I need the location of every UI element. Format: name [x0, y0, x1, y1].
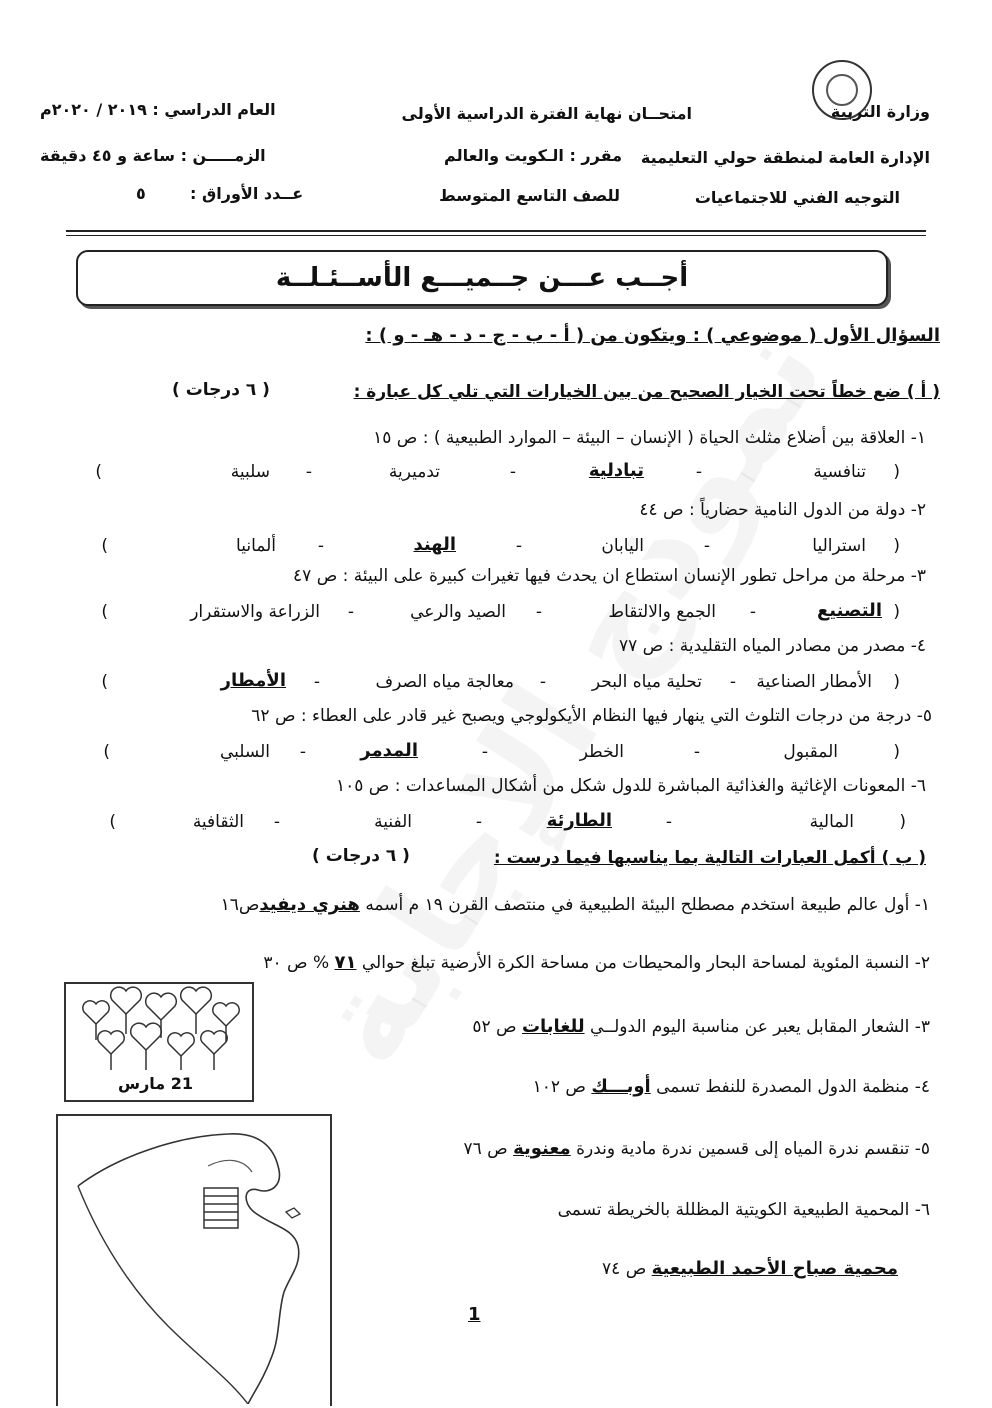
part-a-item-6-stem: ٦- المعونات الإغاثية والغذائية المباشرة للدول شكل من أشكال المساعدات : ص ١٠٥ [335, 776, 926, 796]
choice: السلبي [220, 742, 270, 762]
exam-time: الزمـــــن : ساعة و ٤٥ دقيقة [40, 146, 266, 165]
course: مقرر : الـكويت والعالم [444, 146, 622, 165]
choice-separator: - [317, 536, 324, 556]
part-b-item-1-answer: هنري ديفيد [259, 894, 360, 915]
choice-open-paren: ( [893, 536, 900, 556]
choice-close-paren: ) [101, 536, 108, 556]
correct-choice: الأمطار [220, 670, 286, 691]
choice-close-paren: ) [103, 742, 110, 762]
academic-year: العام الدراسي : ٢٠١٩ / ٢٠٢٠م [40, 100, 276, 119]
choice: معالجة مياه الصرف [375, 672, 514, 692]
choice: المقبول [783, 742, 838, 762]
part-b-item-5-answer: معنوية [513, 1138, 571, 1159]
page-number: 1 [468, 1304, 481, 1325]
choice: الأمطار الصناعية [756, 672, 872, 692]
choice: تحلية مياه البحر [591, 672, 702, 692]
part-a-item-2-stem: ٢- دولة من الدول النامية حضارياً : ص ٤٤ [639, 500, 926, 520]
choice: الزراعة والاستقرار [190, 602, 320, 622]
part-a-item-3-stem: ٣- مرحلة من مراحل تطور الإنسان استطاع ان يحدث فيها تغيرات كبيرة على البيئة : ص ٤٧ [293, 566, 926, 586]
choice-separator: - [313, 672, 320, 692]
choice-close-paren: ) [101, 602, 108, 622]
instructions-banner [76, 250, 888, 306]
choice: سلبية [230, 462, 270, 482]
part-b-item-6-text: ٦- المحمية الطبيعية الكويتية المظللة بالخريطة تسمى [557, 1200, 930, 1220]
choice-open-paren: ( [893, 462, 900, 482]
choice-separator: - [665, 812, 672, 832]
choice-separator: - [299, 742, 306, 762]
supervision: التوجيه الفني للاجتماعيات [694, 188, 900, 207]
choice-separator: - [509, 462, 516, 482]
trees-hearts-icon [66, 984, 252, 1076]
pages-label: عــدد الأوراق : [190, 184, 304, 203]
part-a-item-4-stem: ٤- مصدر من مصادر المياه التقليدية : ص ٧٧ [619, 636, 926, 656]
header-divider [66, 230, 926, 236]
part-b-item-6-answer: محمية صباح الأحمد الطبيعية [651, 1258, 898, 1279]
choice-separator: - [475, 812, 482, 832]
page-ref: ص١٦ [220, 895, 260, 915]
choice-separator: - [695, 462, 702, 482]
choice: ألمانيا [236, 536, 276, 556]
page-ref: ص ٧٦ [463, 1139, 508, 1159]
choice-open-paren: ( [893, 672, 900, 692]
part-b-item-5 [463, 1138, 930, 1159]
kuwait-map-outline [58, 1116, 330, 1404]
part-b-item-6-answer-line [602, 1258, 898, 1279]
question-1-title: السؤال الأول ( موضوعي ) : ويتكون من ( أ - ب - ج - د - هـ - و ) : [365, 325, 940, 346]
grade: للصف التاسع المتوسط [439, 186, 620, 205]
part-a-item-1-stem: ١- العلاقة بين أضلاع مثلث الحياة ( الإنسان – البيئة – الموارد الطبيعية ) : ص ١٥ [373, 428, 926, 448]
kuwait-map [56, 1114, 332, 1406]
part-b-item-2 [263, 952, 930, 973]
part-b-item-4-text: ٤- منظمة الدول المصدرة للنفط تسمى [656, 1077, 930, 1097]
choice-separator: - [539, 672, 546, 692]
choice-separator: - [703, 536, 710, 556]
part-a-item-5-stem: ٥- درجة من درجات التلوث التي ينهار فيها النظام الأيكولوجي ويصبح غير قادر على العطاء : ص ٦٢ [251, 706, 932, 726]
choice: الصيد والرعي [410, 602, 506, 622]
part-b-item-4 [533, 1076, 930, 1097]
part-b-item-4-answer: أوبـــك [591, 1076, 651, 1097]
part-b-label: ( ب ) أكمل العبارات التالية بما يناسبها فيما درست : [493, 848, 926, 868]
part-b-item-1 [221, 894, 930, 915]
choice-open-paren: ( [893, 602, 900, 622]
choice-close-paren: ) [95, 462, 102, 482]
part-b-item-3-text: ٣- الشعار المقابل يعبر عن مناسبة اليوم الدولــي [590, 1017, 930, 1037]
choice: اليابان [601, 536, 644, 556]
choice-open-paren: ( [893, 742, 900, 762]
directorate: الإدارة العامة لمنطقة حولي التعليمية [640, 148, 930, 167]
choice: الجمع والالتقاط [608, 602, 716, 622]
choice-separator: - [535, 602, 542, 622]
choice-close-paren: ) [101, 672, 108, 692]
choice: تنافسية [813, 462, 866, 482]
part-b-item-1-text: ١- أول عالم طبيعة استخدم مصطلح البيئة الطبيعية في منتصف القرن ١٩ م أسمه [365, 895, 930, 915]
page-ref: ص ٧٤ [602, 1259, 647, 1279]
pages-value: ٥ [136, 184, 146, 203]
exam-title: امتحــان نهاية الفترة الدراسية الأولى [401, 104, 692, 123]
part-a-marks: ( ٦ درجات ) [172, 380, 270, 400]
choice-separator: - [693, 742, 700, 762]
choice-separator: - [481, 742, 488, 762]
ministry-name: وزارة التربية [830, 102, 930, 121]
part-b-item-5-text: ٥- تنقسم ندرة المياه إلى قسمين ندرة مادية وندرة [576, 1139, 930, 1159]
part-b-marks: ( ٦ درجات ) [312, 846, 410, 866]
choice-separator: - [515, 536, 522, 556]
choice: استراليا [812, 536, 866, 556]
correct-choice: تبادلية [588, 460, 644, 481]
choice: الثقافية [192, 812, 244, 832]
choice: المالية [809, 812, 854, 832]
logo-caption: 21 مارس [118, 1074, 194, 1093]
choice: الفنية [374, 812, 412, 832]
part-b-item-3 [472, 1016, 930, 1037]
part-b-item-3-answer: للغابات [521, 1016, 585, 1037]
choice-open-paren: ( [899, 812, 906, 832]
choice: تدميرية [388, 462, 440, 482]
correct-choice: التصنيع [816, 600, 882, 621]
forest-day-logo [64, 982, 254, 1102]
choice-separator: - [729, 672, 736, 692]
part-b-item-2-text: ٢- النسبة المئوية لمساحة البحار والمحيطات من مساحة الكرة الأرضية تبلغ حوالي [361, 953, 930, 973]
banner-text: أجــب عـــن جــميـــع الأســئـلــة [275, 263, 689, 293]
choice: الخطر [579, 742, 624, 762]
choice-separator: - [305, 462, 312, 482]
part-b-item-2-answer: ٧١ [334, 952, 357, 973]
page-ref: % ص ٣٠ [263, 953, 330, 973]
correct-choice: الطارئة [546, 810, 612, 831]
page-ref: ص ٥٢ [472, 1017, 517, 1037]
choice-close-paren: ) [109, 812, 116, 832]
page-ref: ص ١٠٢ [532, 1077, 586, 1097]
choice-separator: - [749, 602, 756, 622]
part-a-label: ( أ ) ضع خطاً تحت الخيار الصحيح من بين الخيارات التي تلي كل عبارة : [353, 382, 940, 402]
choice-separator: - [347, 602, 354, 622]
correct-choice: المدمر [360, 740, 418, 761]
correct-choice: الهند [413, 534, 456, 555]
choice-separator: - [273, 812, 280, 832]
